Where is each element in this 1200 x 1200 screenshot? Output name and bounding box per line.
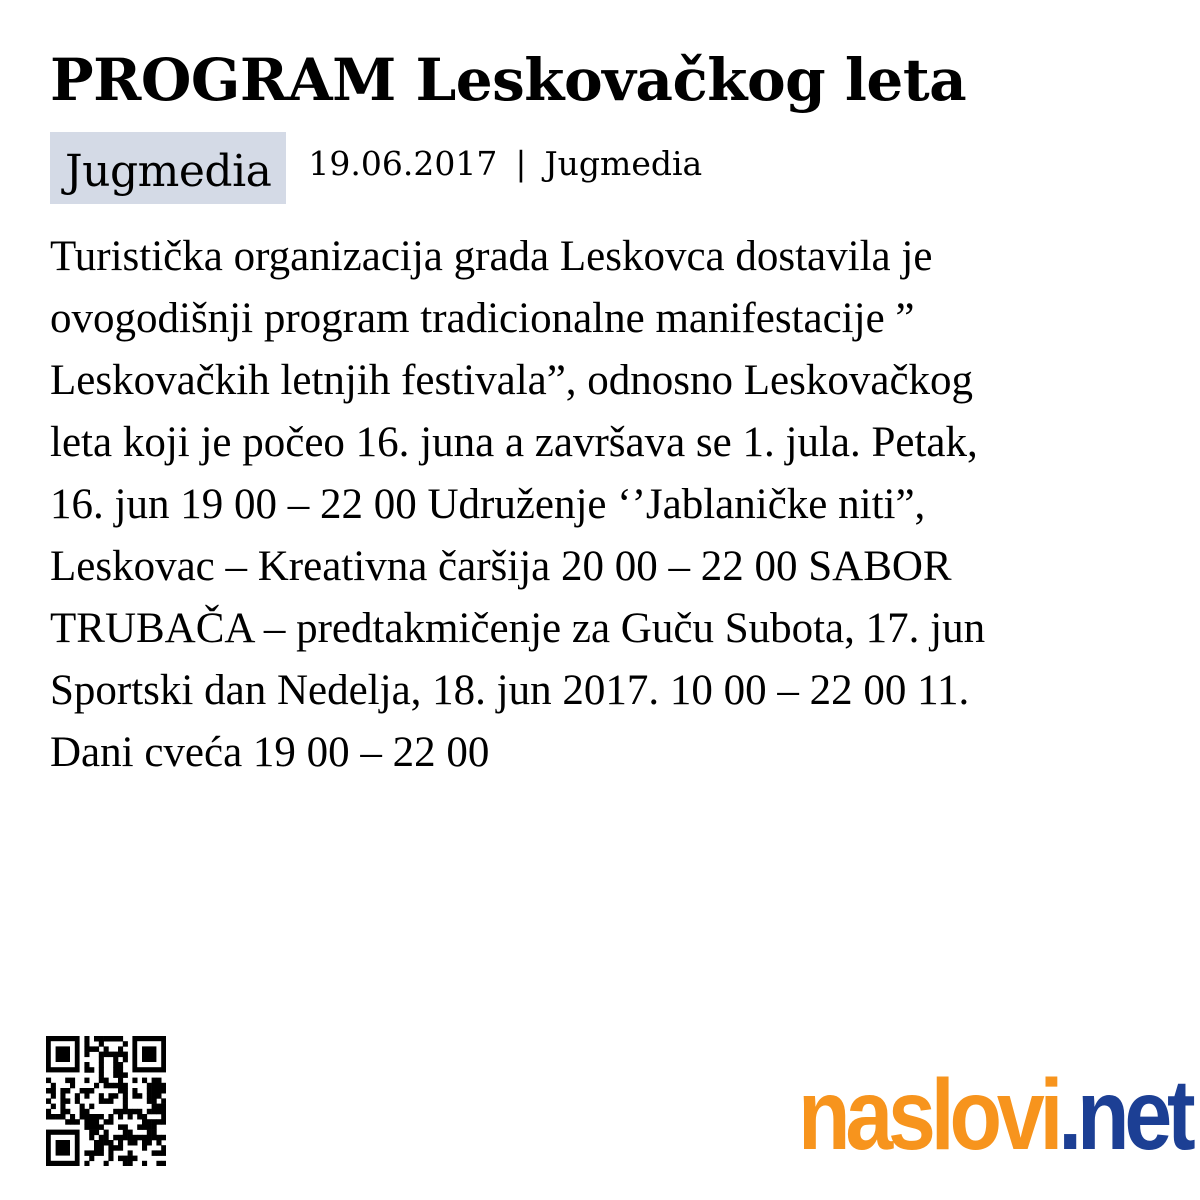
article-date: 19.06.2017 <box>308 143 498 183</box>
meta-separator: | <box>515 143 527 183</box>
article-source[interactable]: Jugmedia <box>544 143 703 183</box>
body-line: Leskovačkih letnjih festivala”, odnosno Leskovačkog <box>50 357 974 404</box>
source-badge[interactable]: Jugmedia <box>50 132 286 204</box>
body-line: ovogodišnji program tradicionalne manifestacije ” <box>50 295 915 342</box>
page-title: PROGRAM Leskovačkog leta <box>50 46 967 114</box>
body-line: Leskovac – Kreativna čaršija 20 00 – 22 00 SABOR <box>50 543 952 590</box>
meta-info <box>308 144 702 183</box>
body-line: Turistička organizacija grada Leskovca dostavila je <box>50 233 933 280</box>
body-line: Dani cveća 19 00 – 22 00 <box>50 729 490 776</box>
body-line: leta koji je počeo 16. juna a završava se 1. jula. Petak, <box>50 419 978 466</box>
logo-text-naslovi: naslovi <box>798 1059 1059 1171</box>
article-body <box>50 226 1150 784</box>
body-line: TRUBAČA – predtakmičenje za Guču Subota, 17. jun <box>50 605 986 652</box>
logo-text-net: .net <box>1058 1059 1191 1171</box>
article-meta <box>50 132 1150 204</box>
body-line: 16. jun 19 00 – 22 00 Udruženje ‘’Jablaničke niti”, <box>50 481 926 528</box>
body-line: Sportski dan Nedelja, 18. jun 2017. 10 00 – 22 00 11. <box>50 667 970 714</box>
article <box>50 40 1150 784</box>
site-logo[interactable] <box>798 1050 1190 1180</box>
qr-code-icon <box>46 1036 166 1166</box>
